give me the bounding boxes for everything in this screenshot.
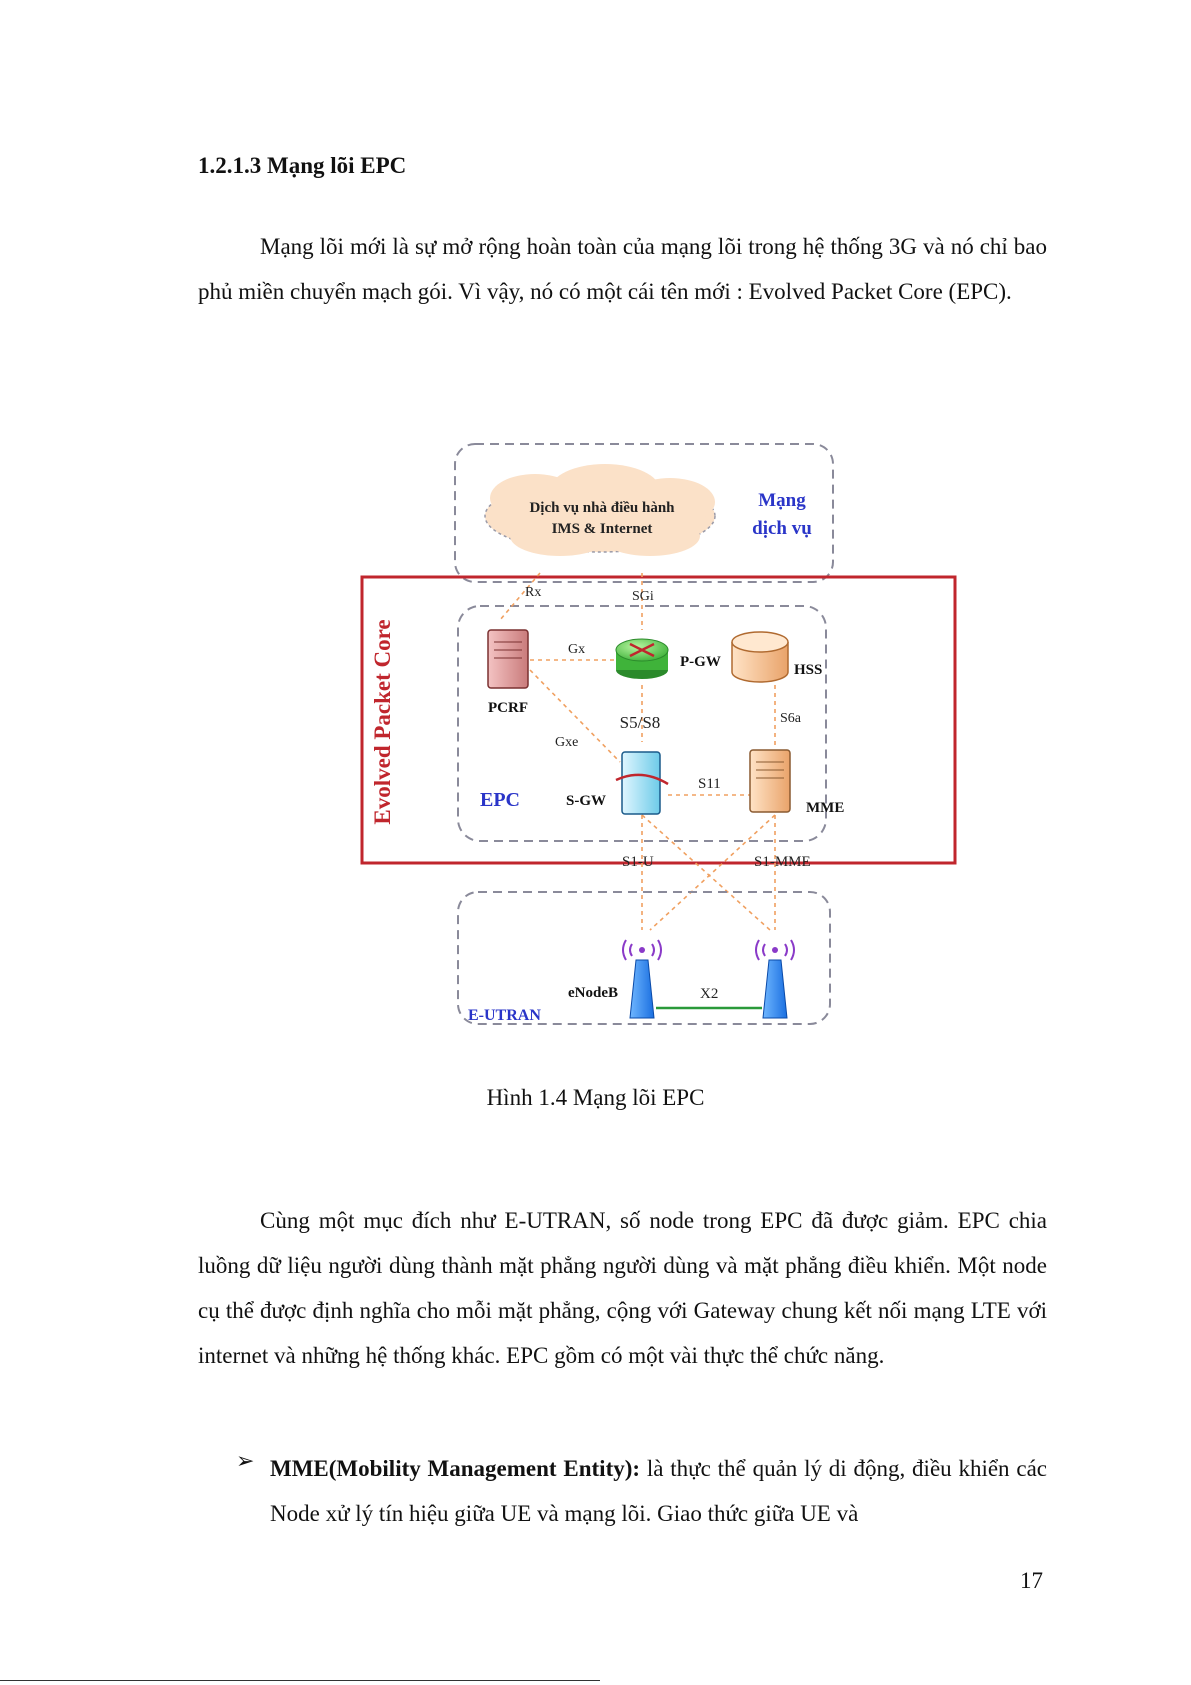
mme-description: là thực thể quản lý di động, điều khiển các Node xử lý tín hiệu giữa UE và mạng lõi. Giao thức giữa UE và [270, 1456, 1047, 1526]
s1mme-label: S1-MME [754, 854, 811, 870]
mme-server-icon [750, 750, 790, 812]
section-heading: 1.2.1.3 Mạng lõi EPC [198, 153, 407, 178]
enodeb-antenna-icon [623, 940, 661, 1018]
epc-label: EPC [480, 789, 520, 811]
rx-label: Rx [525, 585, 542, 600]
pcrf-server-icon [488, 630, 528, 688]
hss-label: HSS [794, 662, 823, 678]
gxe-label: Gxe [555, 735, 579, 750]
page-number: 17 [1020, 1568, 1043, 1593]
s11-label: S11 [698, 776, 721, 792]
enodeb-label: eNodeB [568, 985, 618, 1001]
cloud-label-2: IMS & Internet [551, 521, 653, 537]
s5s8-label: S5/S8 [619, 713, 661, 732]
service-network-label-2: dịch vụ [752, 518, 812, 539]
gx-label: Gx [568, 642, 586, 657]
s1u-label: S1-U [622, 854, 654, 870]
body-paragraph [198, 1198, 1047, 1378]
mme-term: MME(Mobility Management Entity): [270, 1456, 641, 1481]
bullet-arrow-icon: ➢ [236, 1448, 255, 1473]
pcrf-label: PCRF [488, 700, 528, 716]
s6a-label: S6a [780, 711, 801, 726]
sgi-label: SGi [632, 589, 654, 604]
intro-first-line: Mạng lõi mới là sự mở rộng hoàn toàn của mạng lõi trong hệ thống 3G và [260, 234, 945, 259]
x2-label: X2 [700, 986, 719, 1002]
mme-bullet [270, 1446, 1047, 1536]
intro-rest: nó chỉ bao phủ miền chuyển mạch gói. Vì vậy, nó có một cái tên mới : Evolved Packet Core (EPC). [198, 234, 1047, 304]
intro-paragraph [198, 224, 1047, 314]
figure-caption: Hình 1.4 Mạng lõi EPC [486, 1085, 705, 1110]
eutran-label: E-UTRAN [468, 1007, 541, 1024]
body-rest: chia luồng dữ liệu người dùng thành mặt phẳng người dùng và mặt phẳng điều khiển. Một node cụ thể được định nghĩa cho mỗi mặt phẳng, cộng với Gateway chung kết nối mạng LTE với internet và những hệ thống khác. EPC gồm có một vài thực thể chức năng. [198, 1208, 1048, 1368]
sgw-server-icon [616, 752, 668, 814]
pgw-router-icon [616, 639, 668, 679]
enodeb-antenna-icon [756, 940, 794, 1018]
cloud-label-1: Dịch vụ nhà điều hành [529, 500, 675, 516]
mme-label: MME [806, 800, 845, 816]
body-first-line: Cùng một mục đích như E-UTRAN, số node trong EPC đã được giảm. EPC [260, 1208, 1000, 1233]
sgw-label: S-GW [566, 793, 607, 809]
hss-database-icon [732, 632, 788, 682]
footer-rule [0, 1680, 600, 1681]
epc-vertical-label: Evolved Packet Core [370, 619, 395, 825]
service-network-label-1: Mạng [758, 490, 806, 511]
pgw-label: P-GW [680, 654, 721, 670]
epc-diagram [350, 440, 970, 1040]
